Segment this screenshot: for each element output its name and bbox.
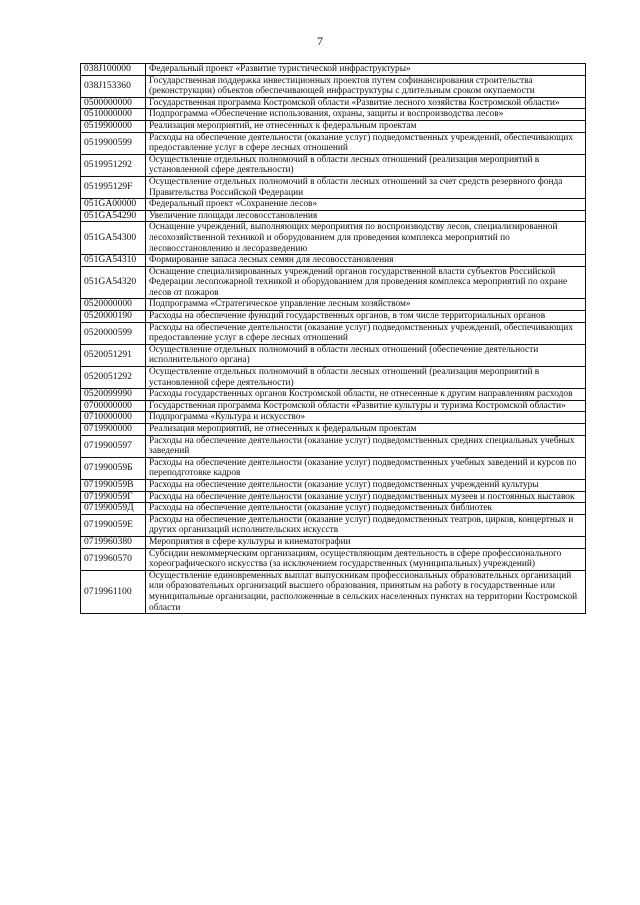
row-code: 071990059Б: [81, 457, 146, 479]
row-code: 071990059Г: [81, 491, 146, 503]
row-code: 0520000599: [81, 322, 146, 344]
table-row: [81, 457, 586, 479]
row-description: Субсидии некоммерческим организациям, осуществляющим деятельность в сфере профессионального хореографического искусства (за исключением государственных (муниципальных) учреждений): [146, 548, 586, 570]
table-row: [81, 389, 586, 401]
row-description: Расходы на обеспечение деятельности (оказание услуг) подведомственных учебных заведений и курсов по переподготовке кадров: [146, 457, 586, 479]
table-row: [81, 344, 586, 366]
row-description: Осуществление отдельных полномочий в области лесных отношений (обеспечение деятельности исполнительного органа): [146, 344, 586, 366]
table-body: [81, 64, 586, 614]
row-description: Подпрограмма «Обеспечение использования, охраны, защиты и воспроизводства лесов»: [146, 109, 586, 121]
row-code: 0520000000: [81, 299, 146, 311]
row-description: Оснащение специализированных учреждений органов государственной власти субъектов Российской Федерации лесопожарной техникой и оборудованием для проведения комплекса мероприятий по охране лесов от пожаров: [146, 266, 586, 299]
row-description: Расходы на обеспечение деятельности (оказание услуг) подведомственных библиотек: [146, 503, 586, 515]
table-row: [81, 75, 586, 97]
row-description: Расходы на обеспечение деятельности (оказание услуг) подведомственных музеев и постоянных выставок: [146, 491, 586, 503]
row-description: Осуществление отдельных полномочий в области лесных отношений (реализация мероприятий в установленной сфере деятельности): [146, 367, 586, 389]
table-row: [81, 97, 586, 109]
table-row: [81, 412, 586, 424]
row-code: 051GA54300: [81, 222, 146, 255]
table-row: [81, 435, 586, 457]
table-row: [81, 570, 586, 613]
row-description: Расходы на обеспечение деятельности (оказание услуг) подведомственных учреждений, обеспечивающих предоставление услуг в сфере лесных отношений: [146, 322, 586, 344]
row-code: 0519900599: [81, 132, 146, 154]
row-code: 051995129F: [81, 176, 146, 198]
table-row: [81, 514, 586, 536]
row-code: 0719900597: [81, 435, 146, 457]
row-description: Расходы на обеспечение деятельности (оказание услуг) подведомственных средних специальных учебных заведений: [146, 435, 586, 457]
table-row: [81, 132, 586, 154]
table-row: [81, 109, 586, 121]
table-row: [81, 266, 586, 299]
table-row: [81, 299, 586, 311]
table-row: [81, 255, 586, 267]
row-code: 0520099990: [81, 389, 146, 401]
row-description: Увеличение площади лесовосстановления: [146, 210, 586, 222]
row-code: 0519951292: [81, 154, 146, 176]
table-row: [81, 367, 586, 389]
row-code: 0719961100: [81, 570, 146, 613]
table-row: [81, 199, 586, 211]
table-row: [81, 491, 586, 503]
row-description: Государственная программа Костромской области «Развитие лесного хозяйства Костромской области»: [146, 97, 586, 109]
row-description: Мероприятия в сфере культуры и кинематографии: [146, 536, 586, 548]
row-code: 0710000000: [81, 412, 146, 424]
row-description: Реализация мероприятий, не отнесенных к федеральным проектам: [146, 120, 586, 132]
row-code: 0719960570: [81, 548, 146, 570]
row-code: 0520000190: [81, 311, 146, 323]
row-description: Осуществление единовременных выплат выпускникам профессиональных образовательных организаций или образовательных организаций высшего образования, принятым на работу в государственные или муниципальные организации, расположенные в сельских населенных пунктах на территории Костромской области: [146, 570, 586, 613]
table-row: [81, 222, 586, 255]
table-row: [81, 154, 586, 176]
row-description: Осуществление отдельных полномочий в области лесных отношений (реализация мероприятий в установленной сфере деятельности): [146, 154, 586, 176]
row-code: 0520051291: [81, 344, 146, 366]
row-code: 051GA00000: [81, 199, 146, 211]
table-row: [81, 536, 586, 548]
row-description: Подпрограмма «Стратегическое управление лесным хозяйством»: [146, 299, 586, 311]
row-description: Оснащение учреждений, выполняющих мероприятия по воспроизводству лесов, специализированной лесохозяйственной техникой и оборудованием для проведения комплекса мероприятий по лесовосстановлению и лесоразведению: [146, 222, 586, 255]
row-description: Федеральный проект «Развитие туристической инфраструктуры»: [146, 64, 586, 76]
row-description: Государственная программа Костромской области «Развитие культуры и туризма Костромской области»: [146, 400, 586, 412]
table-row: [81, 424, 586, 436]
row-code: 038J100000: [81, 64, 146, 76]
table-row: [81, 400, 586, 412]
row-code: 071990059Д: [81, 503, 146, 515]
row-code: 0700000000: [81, 400, 146, 412]
table-row: [81, 176, 586, 198]
row-description: Расходы на обеспечение функций государственных органов, в том числе территориальных органов: [146, 311, 586, 323]
row-code: 0500000000: [81, 97, 146, 109]
table-row: [81, 503, 586, 515]
budget-code-table: [80, 63, 586, 614]
row-code: 071990059В: [81, 479, 146, 491]
table-row: [81, 210, 586, 222]
row-description: Реализация мероприятий, не отнесенных к федеральным проектам: [146, 424, 586, 436]
row-code: 0719900000: [81, 424, 146, 436]
row-description: Формирование запаса лесных семян для лесовосстановления: [146, 255, 586, 267]
row-code: 0510000000: [81, 109, 146, 121]
row-description: Расходы на обеспечение деятельности (оказание услуг) подведомственных театров, цирков, концертных и других организаций исполнительских искусств: [146, 514, 586, 536]
row-code: 051GA54320: [81, 266, 146, 299]
row-code: 0519900000: [81, 120, 146, 132]
row-code: 038J153360: [81, 75, 146, 97]
row-description: Государственная поддержка инвестиционных проектов путем софинансирования строительства (реконструкции) объектов обеспечивающей инфраструктуры с длительным сроком окупаемости: [146, 75, 586, 97]
row-description: Расходы государственных органов Костромской области, не отнесенные к другим направлениям расходов: [146, 389, 586, 401]
row-code: 0719960380: [81, 536, 146, 548]
row-description: Подпрограмма «Культура и искусство»: [146, 412, 586, 424]
row-description: Федеральный проект «Сохранение лесов»: [146, 199, 586, 211]
row-description: Расходы на обеспечение деятельности (оказание услуг) подведомственных учреждений, обеспечивающих предоставление услуг в сфере лесных отношений: [146, 132, 586, 154]
table-row: [81, 311, 586, 323]
page-number: 7: [317, 34, 323, 48]
table-row: [81, 120, 586, 132]
row-code: 051GA54310: [81, 255, 146, 267]
row-description: Расходы на обеспечение деятельности (оказание услуг) подведомственных учреждений культуры: [146, 479, 586, 491]
table-row: [81, 322, 586, 344]
table-row: [81, 64, 586, 76]
row-description: Осуществление отдельных полномочий в области лесных отношений за счет средств резервного фонда Правительства Российской Федерации: [146, 176, 586, 198]
table-row: [81, 548, 586, 570]
row-code: 0520051292: [81, 367, 146, 389]
row-code: 051GA54290: [81, 210, 146, 222]
row-code: 071990059Е: [81, 514, 146, 536]
table-row: [81, 479, 586, 491]
